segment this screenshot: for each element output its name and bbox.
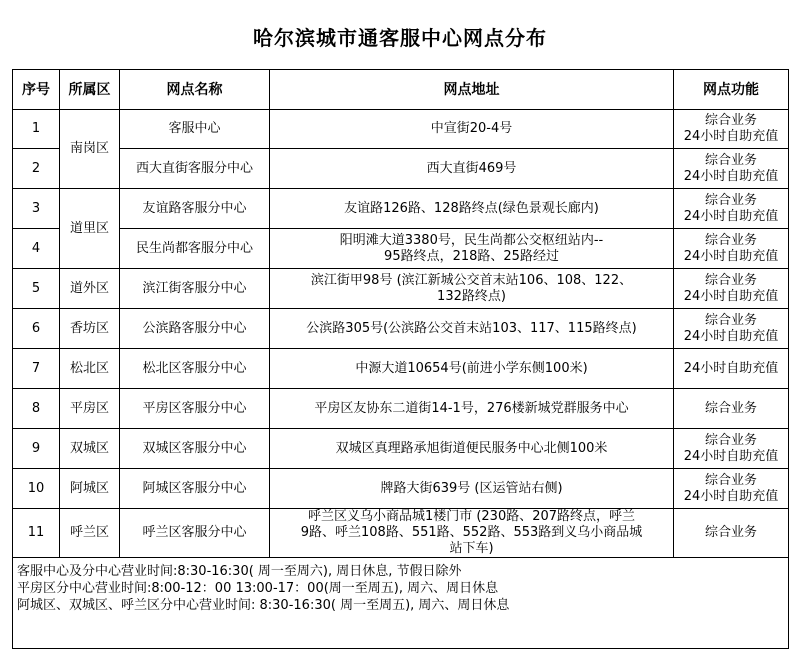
service-point-function xyxy=(674,149,789,189)
footer-line: 平房区分中心营业时间:8:00-12：00 13:00-17：00(周一至周五), 周六、周日休息 xyxy=(17,581,499,596)
service-point-name: 呼兰区客服分中心 xyxy=(120,509,270,558)
service-point-address xyxy=(270,229,674,269)
row-number: 6 xyxy=(13,309,60,349)
service-point-function xyxy=(674,269,789,309)
function-line: 综合业务 xyxy=(704,192,757,208)
address-line: 95路终点，218路、25路经过 xyxy=(384,248,559,264)
service-point-address xyxy=(270,110,674,149)
row-number: 3 xyxy=(13,189,60,229)
service-point-function xyxy=(674,309,789,349)
district-cell: 阿城区 xyxy=(60,469,120,509)
service-point-address xyxy=(270,509,674,558)
service-point-name: 双城区客服分中心 xyxy=(120,429,270,469)
table-row xyxy=(13,309,789,349)
footer-row xyxy=(13,558,789,649)
table-row xyxy=(13,349,789,389)
function-line: 综合业务 xyxy=(704,472,757,488)
page-title: 哈尔滨城市通客服中心网点分布 xyxy=(253,26,547,50)
service-point-address xyxy=(270,269,674,309)
service-point-name: 民生尚都客服分中心 xyxy=(120,229,270,269)
header-no: 序号 xyxy=(13,70,60,110)
row-number: 8 xyxy=(13,389,60,429)
service-point-function xyxy=(674,429,789,469)
footer-line: 阿城区、双城区、呼兰区分中心营业时间: 8:30-16:30( 周一至周五), 周六、周日休息 xyxy=(17,598,510,613)
service-point-function xyxy=(674,389,789,429)
function-line: 24小时自助充值 xyxy=(683,168,779,184)
district-cell: 松北区 xyxy=(60,349,120,389)
header-function: 网点功能 xyxy=(674,70,789,110)
header-address: 网点地址 xyxy=(270,70,674,110)
table-row xyxy=(13,229,789,269)
table-row xyxy=(13,269,789,309)
address-line: 双城区真理路承旭街道便民服务中心北侧100米 xyxy=(335,440,608,456)
district-cell: 呼兰区 xyxy=(60,509,120,558)
function-line: 24小时自助充值 xyxy=(683,288,779,304)
service-point-address xyxy=(270,469,674,509)
row-number: 1 xyxy=(13,110,60,149)
function-line: 综合业务 xyxy=(704,152,757,168)
address-line: 呼兰区义乌小商品城1楼门市 (230路、207路终点，呼兰 xyxy=(307,509,636,524)
function-line: 综合业务 xyxy=(704,525,757,540)
row-number: 7 xyxy=(13,349,60,389)
function-line: 24小时自助充值 xyxy=(683,248,779,264)
address-line: 中宣街20-4号 xyxy=(430,121,513,136)
function-line: 24小时自助充值 xyxy=(683,488,779,504)
service-point-address xyxy=(270,389,674,429)
row-number: 5 xyxy=(13,269,60,309)
function-line: 24小时自助充值 xyxy=(683,208,779,224)
function-line: 24小时自助充值 xyxy=(683,129,779,144)
table-row xyxy=(13,389,789,429)
service-point-address xyxy=(270,429,674,469)
function-line: 综合业务 xyxy=(704,113,757,128)
function-line: 综合业务 xyxy=(704,272,757,288)
row-number: 4 xyxy=(13,229,60,269)
service-point-name: 友谊路客服分中心 xyxy=(120,189,270,229)
district-cell: 双城区 xyxy=(60,429,120,469)
address-line: 公滨路305号(公滨路公交首末站103、117、115路终点) xyxy=(306,320,637,336)
function-line: 综合业务 xyxy=(704,432,757,448)
service-point-name: 滨江街客服分中心 xyxy=(120,269,270,309)
table-row xyxy=(13,149,789,189)
service-point-address xyxy=(270,349,674,389)
service-point-address xyxy=(270,189,674,229)
business-hours-note xyxy=(13,558,789,649)
address-line: 站下车) xyxy=(449,541,494,556)
service-point-address xyxy=(270,309,674,349)
service-point-name: 客服中心 xyxy=(120,110,270,149)
function-line: 24小时自助充值 xyxy=(683,328,779,344)
district-cell: 道里区 xyxy=(60,189,120,269)
address-line: 友谊路126路、128路终点(绿色景观长廊内) xyxy=(344,200,599,216)
address-line: 9路、呼兰108路、551路、552路、553路到义乌小商品城 xyxy=(300,525,643,540)
function-line: 综合业务 xyxy=(704,312,757,328)
service-point-function xyxy=(674,110,789,149)
district-cell: 道外区 xyxy=(60,269,120,309)
service-point-name: 平房区客服分中心 xyxy=(120,389,270,429)
district-cell: 平房区 xyxy=(60,389,120,429)
service-point-function xyxy=(674,229,789,269)
table-body xyxy=(13,110,789,558)
service-point-name: 松北区客服分中心 xyxy=(120,349,270,389)
district-cell: 香坊区 xyxy=(60,309,120,349)
function-line: 24小时自助充值 xyxy=(683,360,779,376)
header-name: 网点名称 xyxy=(120,70,270,110)
function-line: 24小时自助充值 xyxy=(683,448,779,464)
service-point-function xyxy=(674,469,789,509)
service-point-function xyxy=(674,189,789,229)
row-number: 10 xyxy=(13,469,60,509)
service-point-name: 西大直街客服分中心 xyxy=(120,149,270,189)
address-line: 平房区友协东二道街14-1号，276楼新城党群服务中心 xyxy=(314,400,629,416)
row-number: 11 xyxy=(13,509,60,558)
address-line: 滨江街甲98号 (滨江新城公交首末站106、108、122、 xyxy=(310,272,633,288)
table-row xyxy=(13,429,789,469)
service-point-name: 公滨路客服分中心 xyxy=(120,309,270,349)
service-point-address xyxy=(270,149,674,189)
footer-line: 客服中心及分中心营业时间:8:30-16:30( 周一至周六), 周日休息, 节假日除外 xyxy=(17,564,462,579)
service-point-table xyxy=(12,69,789,649)
table-row xyxy=(13,110,789,149)
service-point-name: 阿城区客服分中心 xyxy=(120,469,270,509)
address-line: 西大直街469号 xyxy=(426,160,517,176)
function-line: 综合业务 xyxy=(704,400,757,416)
address-line: 中源大道10654号(前进小学东侧100米) xyxy=(355,360,588,376)
header-district: 所属区 xyxy=(60,70,120,110)
table-header-row xyxy=(13,70,789,110)
service-point-function xyxy=(674,509,789,558)
service-point-function xyxy=(674,349,789,389)
address-line: 阳明滩大道3380号，民生尚都公交枢纽站内-- xyxy=(339,232,604,248)
address-line: 牌路大街639号 (区运管站右侧) xyxy=(380,480,563,496)
table-row xyxy=(13,509,789,558)
row-number: 2 xyxy=(13,149,60,189)
district-cell: 南岗区 xyxy=(60,110,120,189)
row-number: 9 xyxy=(13,429,60,469)
function-line: 综合业务 xyxy=(704,232,757,248)
table-row xyxy=(13,469,789,509)
table-row xyxy=(13,189,789,229)
address-line: 132路终点) xyxy=(437,288,506,304)
